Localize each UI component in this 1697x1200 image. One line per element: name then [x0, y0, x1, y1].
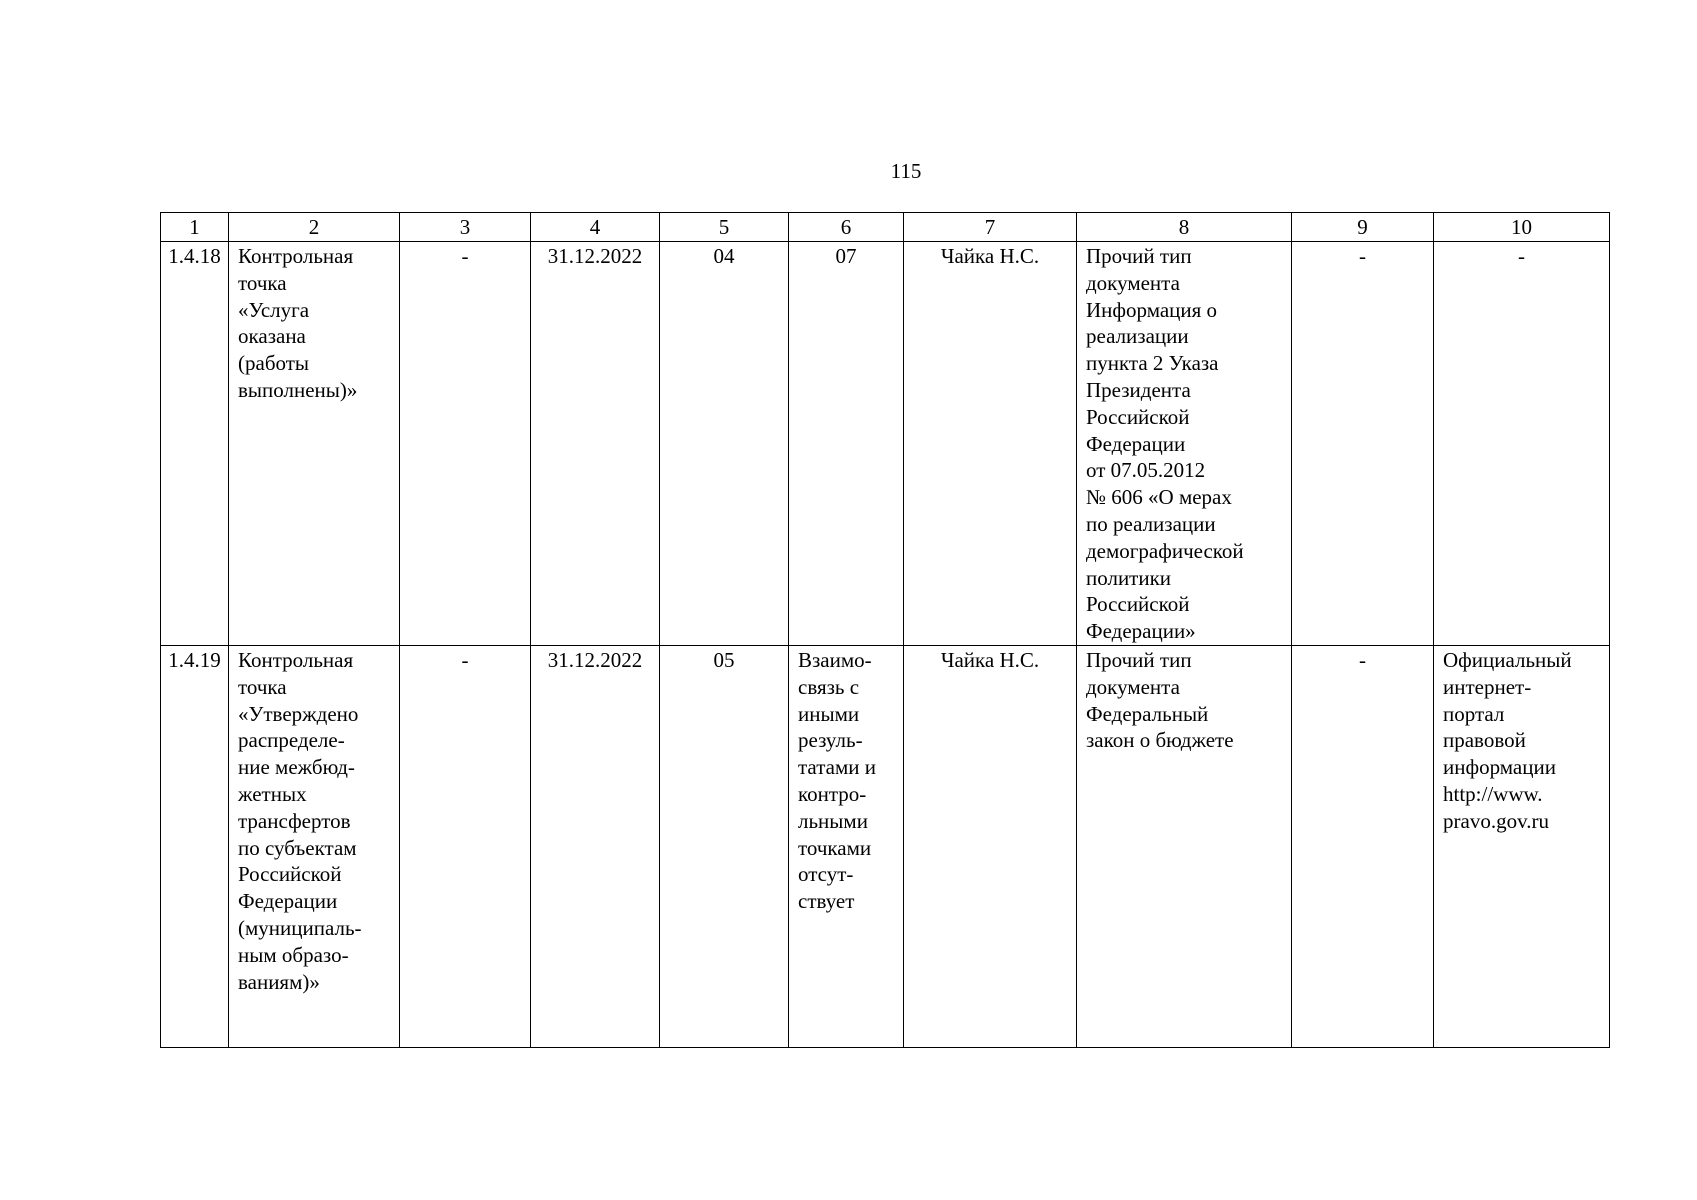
column-6-value: Взаимо- связь с иными резуль- татами и контро- льными точками отсут- ствует: [798, 647, 876, 914]
responsible-person: Чайка Н.С.: [940, 244, 1040, 268]
column-9-cell: [1292, 645, 1434, 1047]
column-header-7: 7: [904, 213, 1077, 242]
table-row: [161, 645, 1610, 1047]
item-number-cell: [161, 242, 229, 646]
item-number-cell: [161, 645, 229, 1047]
checkpoint-name-cell: [229, 242, 400, 646]
date-value: 31.12.2022: [547, 647, 643, 672]
date-value: 31.12.2022: [547, 244, 643, 268]
column-header-8: 8: [1077, 213, 1292, 242]
column-3-cell: [400, 242, 531, 646]
responsible-person: Чайка Н.С.: [940, 647, 1040, 672]
document-table: [160, 212, 1610, 1048]
checkpoint-name: Контрольная точка «Утверждено распределе- ние межбюд- жетных трансфертов по субъектам Российской Федерации (муниципаль- ным образо- ваниям)»: [238, 647, 362, 994]
column-3-cell: [400, 645, 531, 1047]
date-cell: [531, 242, 660, 646]
table-header-row: [161, 213, 1610, 242]
table-row: [161, 242, 1610, 646]
column-5-cell: [660, 645, 789, 1047]
date-cell: [531, 645, 660, 1047]
item-number: 1.4.18: [168, 244, 221, 268]
column-9-cell: [1292, 242, 1434, 646]
column-6-cell: [789, 242, 904, 646]
column-5-value: 05: [713, 647, 735, 672]
column-5-value: 04: [713, 244, 735, 268]
column-3-value: -: [461, 647, 469, 672]
column-header-6: 6: [789, 213, 904, 242]
column-header-3: 3: [400, 213, 531, 242]
column-10-value: -: [1518, 244, 1525, 268]
column-3-value: -: [461, 244, 469, 268]
column-5-cell: [660, 242, 789, 646]
page-number: 115: [890, 159, 922, 183]
column-6-value: 07: [835, 244, 857, 268]
item-number: 1.4.19: [168, 647, 221, 672]
document-type-cell: [1077, 645, 1292, 1047]
column-header-10: 10: [1434, 213, 1610, 242]
column-header-1: 1: [161, 213, 229, 242]
checkpoint-name-cell: [229, 645, 400, 1047]
column-6-cell: [789, 645, 904, 1047]
column-header-5: 5: [660, 213, 789, 242]
column-10-cell: [1434, 242, 1610, 646]
column-9-value: -: [1359, 244, 1366, 268]
checkpoint-name: Контрольная точка «Услуга оказана (работы выполнены)»: [238, 244, 358, 402]
column-header-9: 9: [1292, 213, 1434, 242]
column-header-4: 4: [531, 213, 660, 242]
column-header-2: 2: [229, 213, 400, 242]
responsible-cell: [904, 645, 1077, 1047]
document-type: Прочий тип документа Информация о реализации пункта 2 Указа Президента Российской Федерации от 07.05.2012 № 606 «О мерах по реализации демографической политики Российской Федерации»: [1086, 244, 1244, 644]
responsible-cell: [904, 242, 1077, 646]
column-10-cell: [1434, 645, 1610, 1047]
column-9-value: -: [1359, 647, 1366, 672]
document-type-cell: [1077, 242, 1292, 646]
document-type: Прочий тип документа Федеральный закон о бюджете: [1086, 647, 1234, 753]
column-10-value: Официальный интернет- портал правовой информации http://www. pravo.gov.ru: [1443, 647, 1572, 833]
